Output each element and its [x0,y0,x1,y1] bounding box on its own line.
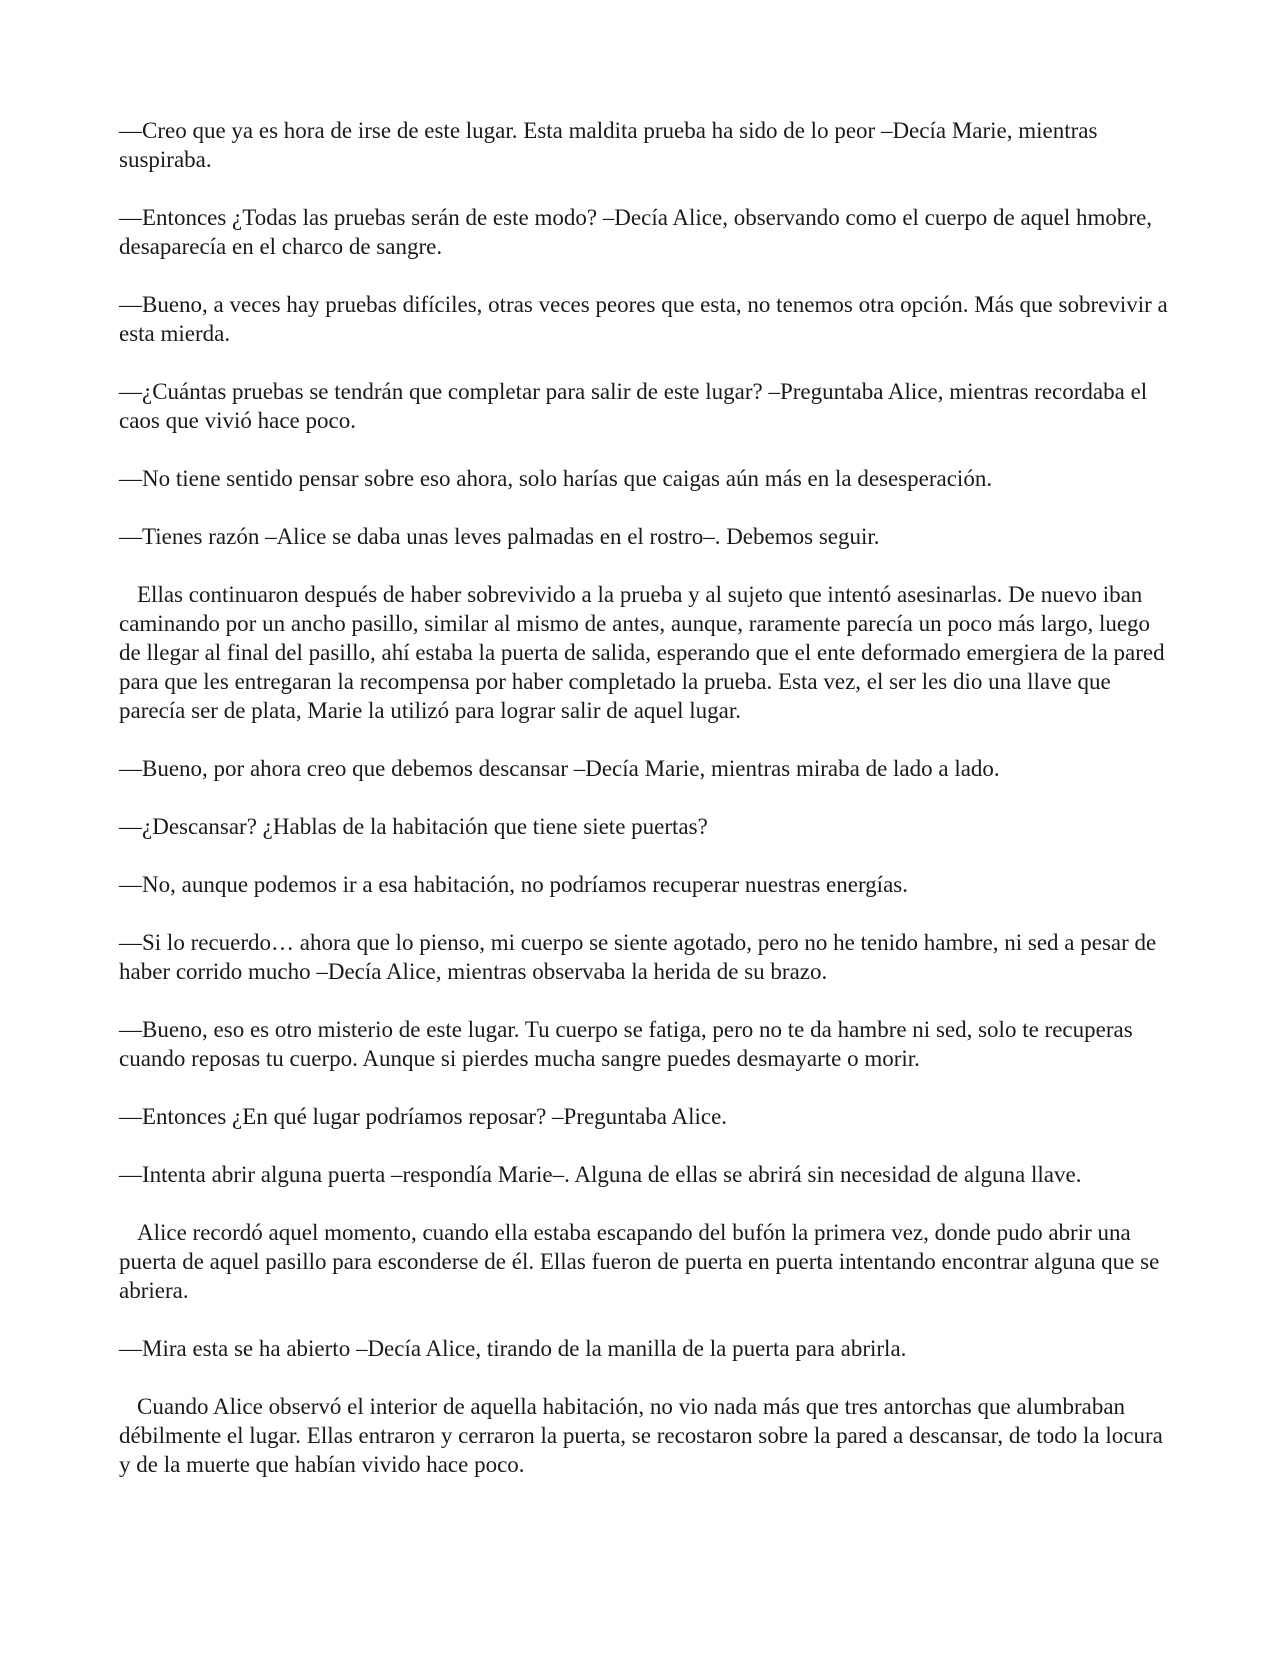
dialogue-paragraph: —Entonces ¿En qué lugar podríamos reposar? –Preguntaba Alice. [119,1104,728,1129]
dialogue-paragraph: —¿Cuántas pruebas se tendrán que completar para salir de este lugar? –Preguntaba Alice, mientras recordaba el caos que vivió hace poco. [119,379,1148,433]
dialogue-paragraph: —Tienes razón –Alice se daba unas leves palmadas en el rostro–. Debemos seguir. [119,524,880,549]
dialogue-paragraph: —¿Descansar? ¿Hablas de la habitación que tiene siete puertas? [119,814,708,839]
dialogue-paragraph: —Entonces ¿Todas las pruebas serán de este modo? –Decía Alice, observando como el cuerpo de aquel hmobre, desaparecía en el charco de sangre. [119,205,1153,259]
dialogue-paragraph: —No tiene sentido pensar sobre eso ahora, solo harías que caigas aún más en la desesperación. [119,466,993,491]
dialogue-paragraph: —Si lo recuerdo… ahora que lo pienso, mi cuerpo se siente agotado, pero no he tenido hambre, ni sed a pesar de haber corrido mucho –Decía Alice, mientras observaba la herida de su brazo. [119,930,1157,984]
dialogue-paragraph: —Intenta abrir alguna puerta –respondía Marie–. Alguna de ellas se abrirá sin necesidad de alguna llave. [119,1162,1082,1187]
dialogue-paragraph: —Creo que ya es hora de irse de este lugar. Esta maldita prueba ha sido de lo peor –Decía Marie, mientras suspiraba. [119,118,1098,172]
narration-paragraph: Cuando Alice observó el interior de aquella habitación, no vio nada más que tres antorchas que alumbraban débilmente el lugar. Ellas entraron y cerraron la puerta, se recostaron sobre la pared a descansar, de todo la locura y de la muerte que habían vivido hace poco. [119,1394,1163,1477]
dialogue-paragraph: —Bueno, por ahora creo que debemos descansar –Decía Marie, mientras miraba de lado a lado. [119,756,1000,781]
narration-paragraph: Alice recordó aquel momento, cuando ella estaba escapando del bufón la primera vez, donde pudo abrir una puerta de aquel pasillo para esconderse de él. Ellas fueron de puerta en puerta intentando encontrar alguna que se abriera. [119,1220,1160,1303]
narration-paragraph: Ellas continuaron después de haber sobrevivido a la prueba y al sujeto que intentó asesinarlas. De nuevo iban caminando por un ancho pasillo, similar al mismo de antes, aunque, raramente parecía un poco más largo, luego de llegar al final del pasillo, ahí estaba la puerta de salida, esperando que el ente deformado emergiera de la pared para que les entregaran la recompensa por haber completado la prueba. Esta vez, el ser les dio una llave que parecía ser de plata, Marie la utilizó para lograr salir de aquel lugar. [119,582,1165,723]
dialogue-paragraph: —Bueno, a veces hay pruebas difíciles, otras veces peores que esta, no tenemos otra opción. Más que sobrevivir a esta mierda. [119,292,1168,346]
document-page [119,116,1169,1508]
dialogue-paragraph: —Mira esta se ha abierto –Decía Alice, tirando de la manilla de la puerta para abrirla. [119,1336,907,1361]
dialogue-paragraph: —No, aunque podemos ir a esa habitación, no podríamos recuperar nuestras energías. [119,872,908,897]
dialogue-paragraph: —Bueno, eso es otro misterio de este lugar. Tu cuerpo se fatiga, pero no te da hambre ni sed, solo te recuperas cuando reposas tu cuerpo. Aunque si pierdes mucha sangre puedes desmayarte o morir. [119,1017,1133,1071]
